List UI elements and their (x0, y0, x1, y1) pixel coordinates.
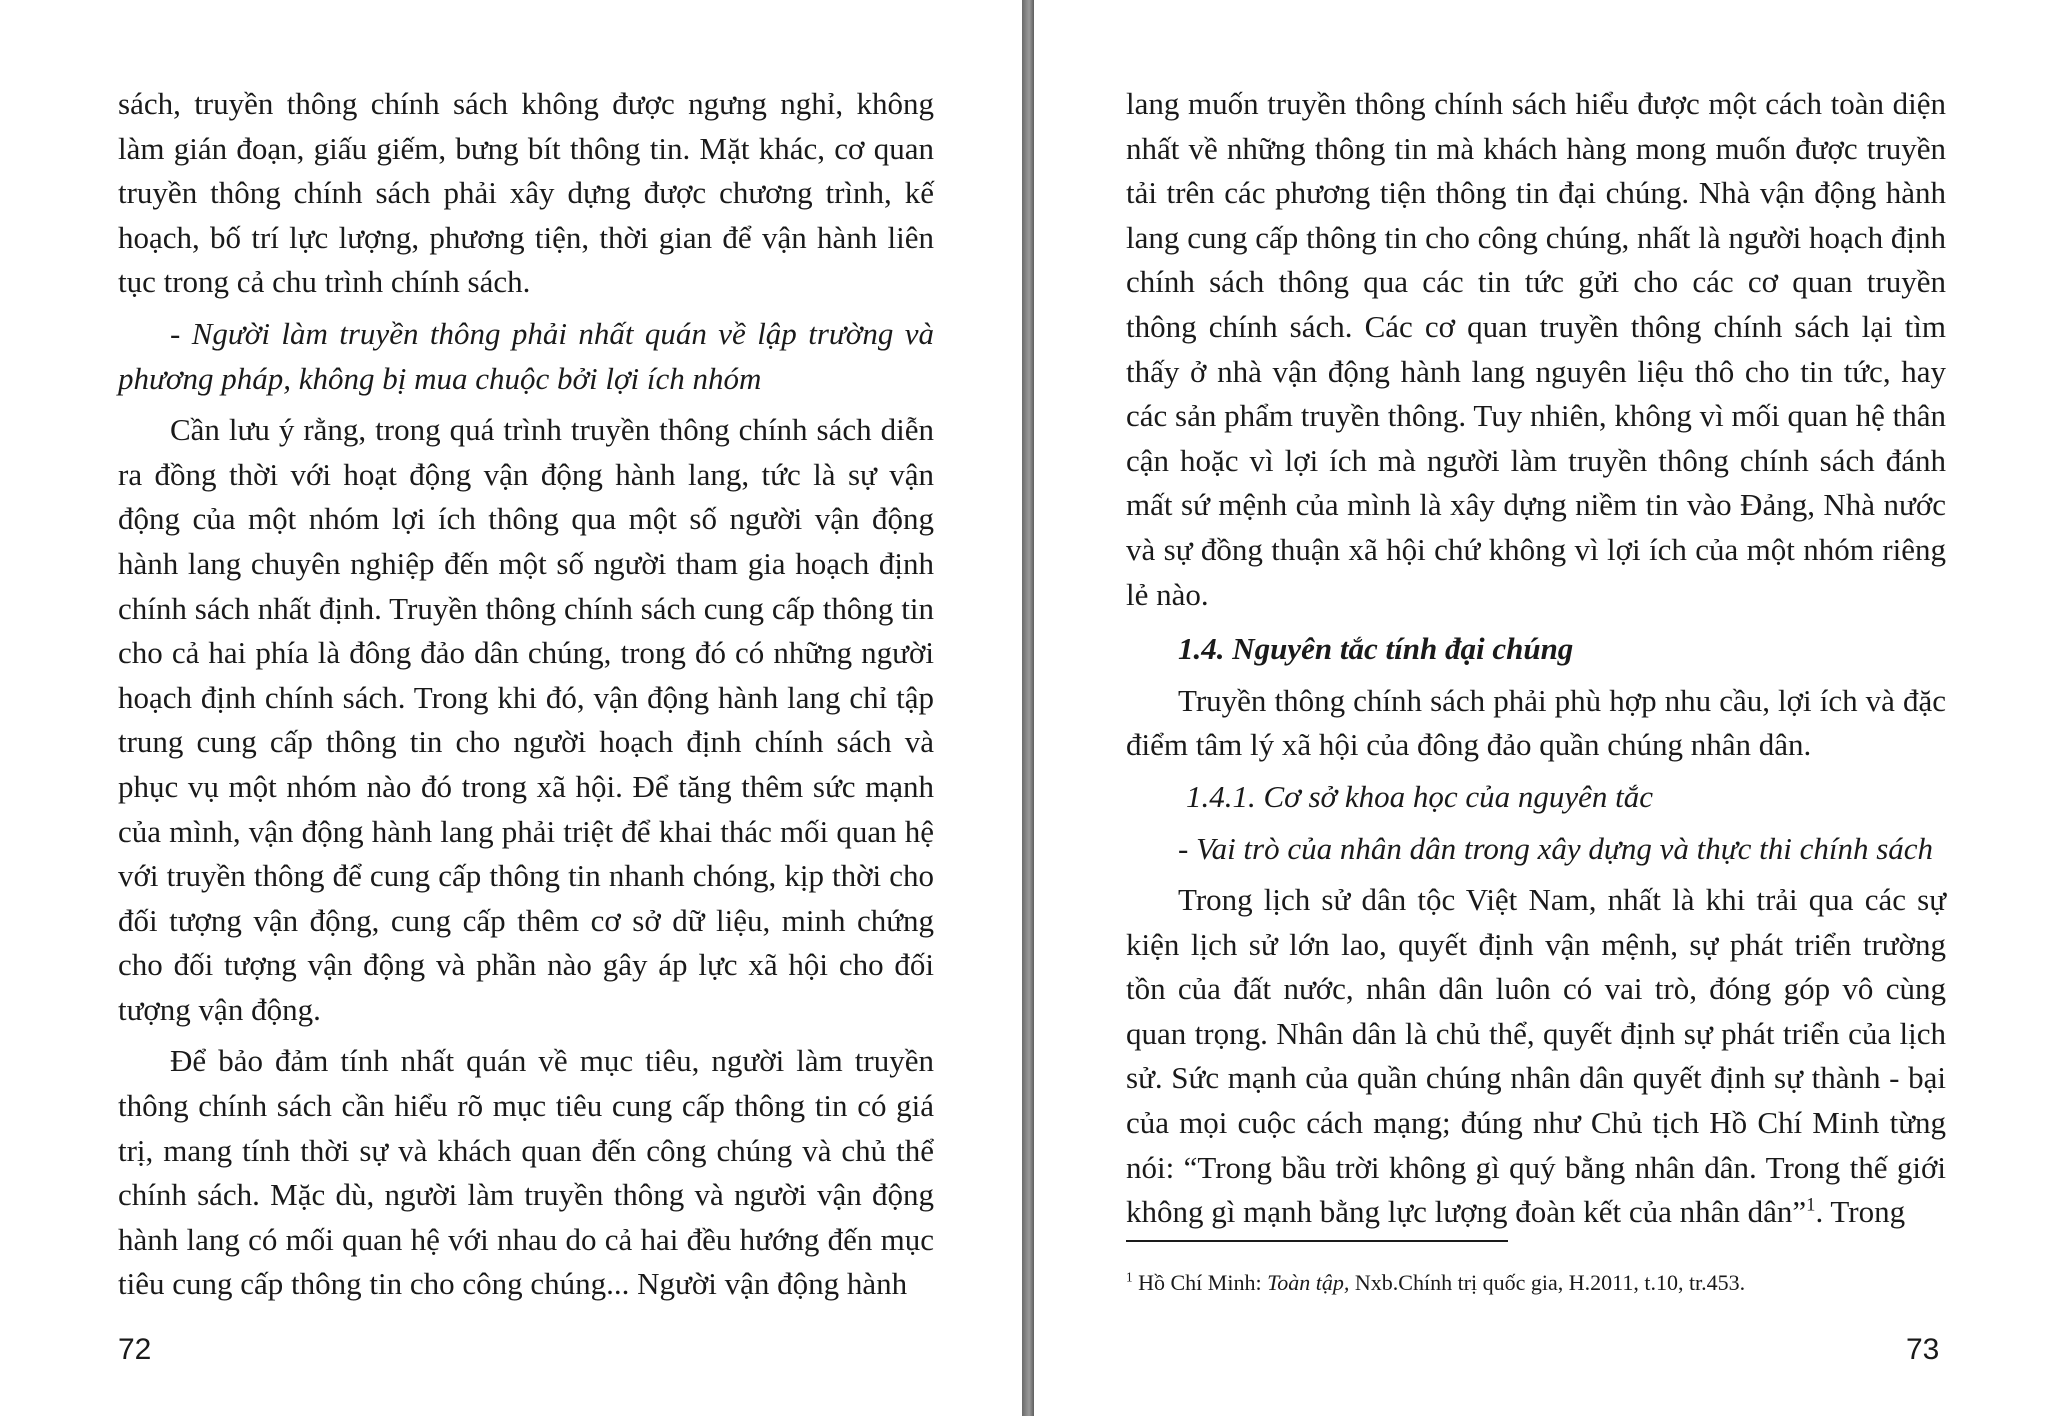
right-page-body (1126, 82, 1946, 1235)
footnote-title: Toàn tập, (1267, 1270, 1350, 1295)
paragraph-continued: sách, truyền thông chính sách không được ngưng nghỉ, không làm gián đoạn, giấu giếm, bưng bít thông tin. Mặt khác, cơ quan truyền thông chính sách phải xây dựng được chương trình, kế hoạch, bố trí lực lượng, phương tiện, thời gian để vận hành liên tục trong cả chu trình chính sách. (118, 86, 934, 300)
footnote-reference[interactable]: 1 (1806, 1194, 1816, 1216)
left-page-body (118, 82, 934, 1307)
page-number: 73 (1906, 1333, 1940, 1366)
footnote-divider (1126, 1240, 1508, 1242)
section-heading: 1.4. Nguyên tắc tính đại chúng (1178, 631, 1574, 667)
footnote-marker: 1 (1126, 1269, 1133, 1285)
paragraph: Truyền thông chính sách phải phù hợp nhu cầu, lợi ích và đặc điểm tâm lý xã hội của đông đảo quần chúng nhân dân. (1126, 682, 1946, 763)
footnote-author: Hồ Chí Minh: (1132, 1270, 1268, 1295)
book-gutter (1022, 0, 1034, 1416)
footnote-details: Nxb.Chính trị quốc gia, H.2011, t.10, tr.453. (1349, 1270, 1746, 1295)
paragraph: Để bảo đảm tính nhất quán về mục tiêu, người làm truyền thông chính sách cần hiểu rõ mục tiêu cung cấp thông tin có giá trị, mang tính thời sự và khách quan đến công chúng và chủ thể chính sách. Mặc dù, người làm truyền thông và người vận động hành lang có mối quan hệ với nhau do cả hai đều hướng đến mục tiêu cung cấp thông tin cho công chúng... Người vận động hành (118, 1043, 934, 1302)
left-page (0, 0, 1022, 1416)
paragraph (1126, 878, 1946, 1235)
paragraph-continued: lang muốn truyền thông chính sách hiểu được một cách toàn diện nhất về những thông tin mà khách hàng mong muốn được truyền tải trên các phương tiện thông tin đại chúng. Nhà vận động hành lang cung cấp thông tin cho công chúng, nhất là người hoạch định chính sách thông qua các tin tức gửi cho các cơ quan truyền thông chính sách. Các cơ quan truyền thông chính sách lại tìm thấy ở nhà vận động hành lang nguyên liệu thô cho tin tức, hay các sản phẩm truyền thông. Tuy nhiên, không vì mối quan hệ thân cận hoặc vì lợi ích mà người làm truyền thông chính sách đánh mất sứ mệnh của mình là xây dựng niềm tin vào Đảng, Nhà nước và sự đồng thuận xã hội chứ không vì lợi ích của một nhóm riêng lẻ nào. (1126, 86, 1946, 612)
right-page (1034, 0, 2048, 1416)
italic-subheading: - Vai trò của nhân dân trong xây dựng và thực thi chính sách (1178, 830, 1934, 866)
paragraph-text-tail: . Trong (1815, 1194, 1906, 1230)
page-number: 72 (118, 1333, 152, 1366)
subsection-heading: 1.4.1. Cơ sở khoa học của nguyên tắc (1186, 778, 1653, 814)
italic-subheading: - Người làm truyền thông phải nhất quán về lập trường và phương pháp, không bị mua chuộc bởi lợi ích nhóm (118, 315, 934, 396)
paragraph-text: Trong lịch sử dân tộc Việt Nam, nhất là khi trải qua các sự kiện lịch sử lớn lao, quyết định vận mệnh, sự phát triển trường tồn của đất nước, nhân dân luôn có vai trò, đóng góp vô cùng quan trọng. Nhân dân là chủ thể, quyết định sự phát triển của lịch sử. Sức mạnh của quần chúng nhân dân quyết định sự thành - bại của mọi cuộc cách mạng; đúng như Chủ tịch Hồ Chí Minh từng nói: “Trong bầu trời không gì quý bằng nhân dân. Trong thế giới không gì mạnh bằng lực lượng đoàn kết của nhân dân” (1126, 882, 1946, 1230)
footnote (1126, 1268, 1946, 1298)
paragraph: Cần lưu ý rằng, trong quá trình truyền thông chính sách diễn ra đồng thời với hoạt động vận động hành lang, tức là sự vận động của một nhóm lợi ích thông qua một số người vận động hành lang chuyên nghiệp đến một số người tham gia hoạch định chính sách nhất định. Truyền thông chính sách cung cấp thông tin cho cả hai phía là đông đảo dân chúng, trong đó có những người hoạch định chính sách. Trong khi đó, vận động hành lang chỉ tập trung cung cấp thông tin cho người hoạch định chính sách và phục vụ một nhóm nào đó trong xã hội. Để tăng thêm sức mạnh của mình, vận động hành lang phải triệt để khai thác mối quan hệ với truyền thông để cung cấp thông tin nhanh chóng, kịp thời cho đối tượng vận động, cung cấp thêm cơ sở dữ liệu, minh chứng cho đối tượng vận động và phần nào gây áp lực xã hội cho đối tượng vận động. (118, 412, 934, 1027)
